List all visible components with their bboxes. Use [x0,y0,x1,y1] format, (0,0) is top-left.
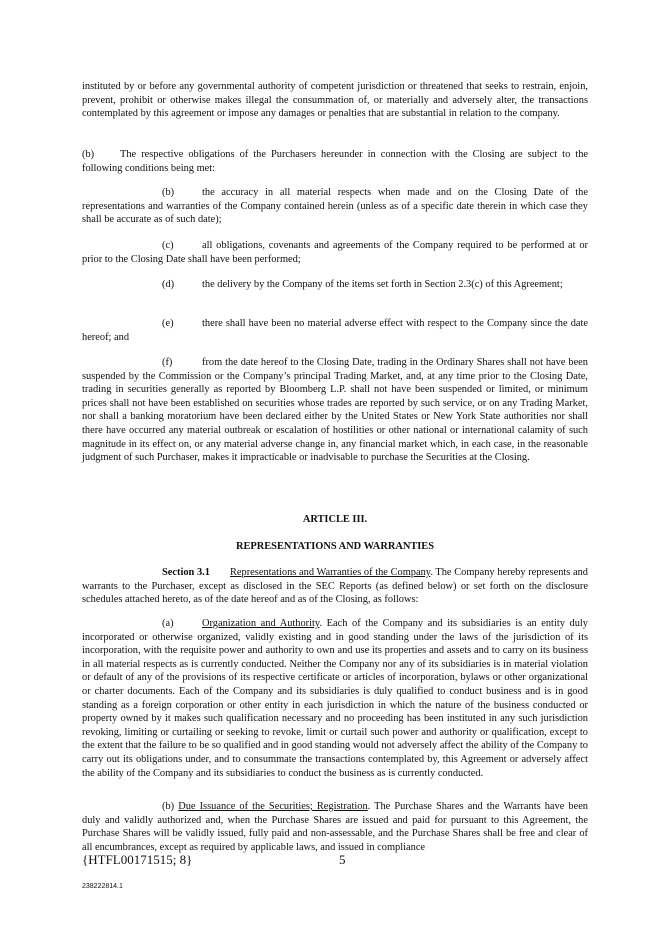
item-label: (b) [162,801,179,812]
condition-label: (d) [162,279,175,290]
document-id: {HTFL00171515; 8} [82,852,193,867]
item-label: (a) [162,618,174,629]
condition-delivery [82,278,588,292]
paragraph-text: instituted by or before any governmental authority of competent jurisdiction or threatened that seeks to restrain, enjoin, prevent, prohibit or otherwise makes illegal the consummation of, or materially and adversely alter, the transactions contemplated by this agreement or impose any damages or penalties that are substantial in relation to the company. [82,81,588,120]
section-heading: Representations and Warranties of the Company [229,567,431,578]
item-heading: Due Issuance of the Securities; Registration [178,801,368,812]
item-heading: Organization and Authority [202,618,320,629]
paragraph-label: (b) [82,149,95,160]
article-number: ARTICLE III. [302,514,368,525]
page-number: 5 [339,852,346,867]
condition-obligations [82,239,588,266]
section-label: Section 3.1 [162,567,210,578]
item-b-due-issuance [82,800,588,854]
condition-label: (b) [162,187,175,198]
condition-label: (c) [162,240,174,251]
condition-trading [82,356,588,465]
document-small-id: 238222814.1 [82,883,123,890]
condition-text: from the date hereof to the Closing Date, trading in the Ordinary Shares shall not have been suspended by the Commission or the Company’s principal Trading Market, and, at any time prior to the Closing Date, trading in securities generally as reported by Bloomberg L.P. shall not have been suspended or limited, or minimum prices shall not have been established on securities whose trades are reported by such service, or on any Trading Market, nor shall a banking moratorium have been declared either by the United States or New York State authorities nor shall there have occurred any material outbreak or escalation of hostilities or other national or international calamity of such magnitude in its effect on, or any material adverse change in, any financial market which, in each case, in the reasonable judgment of such Purchaser, makes it impracticable or inadvisable to purchase the Securities at the Closing. [82,357,588,464]
condition-text: there shall have been no material adverse effect with respect to the Company since the date hereof; and [82,318,588,343]
condition-text: the accuracy in all material respects when made and on the Closing Date of the representations and warranties of the Company contained herein (unless as of a specific date therein in which case they shall be accurate as of such date); [82,187,588,226]
condition-accuracy [82,186,588,227]
condition-text: all obligations, covenants and agreements of the Company required to be performed at or prior to the Closing Date shall have been performed; [82,240,588,265]
item-text: . The Purchase Shares and the Warrants have been duly and validly authorized and, when the Purchase Shares are issued and paid for pursuant to this Agreement, the Purchase Shares will be validly issued, fully paid and non-assessable, and the Purchase Shares shall be free and clear of all encumbrances, except as required by applicable laws, and issued in compliance [82,801,588,853]
paragraph-text: The respective obligations of the Purchasers hereunder in connection with the Closing are subject to the following conditions being met: [82,149,588,174]
section-text: . The Company hereby represents and warrants to the Purchaser, except as disclosed in the SEC Reports (as defined below) or set forth on the disclosure schedules attached hereto, as of the date hereof and as of the Closing, as follows: [82,567,588,606]
item-text: . Each of the Company and its subsidiaries is an entity duly incorporated or otherwise organized, validly existing and in good standing under the laws of the jurisdiction of its incorporation, with the requisite power and authority to own and use its properties and assets and to carry on its business in all material respects as is currently conducted. Neither the Company nor any of its subsidiaries is in material violation or default of any of the provisions of its respective certificate or articles of incorporation, bylaws or other organizational or charter documents. Each of the Company and its subsidiaries is duly qualified to conduct business and is in good standing as a foreign corporation or other entity in each jurisdiction in which the nature of the business conducted or property owned by it makes such qualification necessary and no proceeding has been instituted in any such jurisdiction revoking, limiting or curtailing or seeking to revoke, limit or curtail such power and authority or qualification, except to the extent that the failure to be so qualified and in good standing would not adversely affect the ability of the Company to carry out its obligations under, and to consummate the transactions contemplated by, this Agreement or adversely affect the ability of the Company and its subsidiaries to conduct the business as is currently conducted. [82,618,588,779]
condition-text: the delivery by the Company of the items set forth in Section 2.3(c) of this Agreement; [202,279,563,290]
paragraph-b-conditions [82,148,588,175]
section-3-1 [82,566,588,607]
condition-label: (f) [162,357,173,368]
condition-label: (e) [162,318,174,329]
article-title: REPRESENTATIONS AND WARRANTIES [235,541,435,552]
condition-no-adverse-effect [82,317,588,344]
item-a-organization [82,617,588,780]
paragraph-continuation [82,80,588,121]
